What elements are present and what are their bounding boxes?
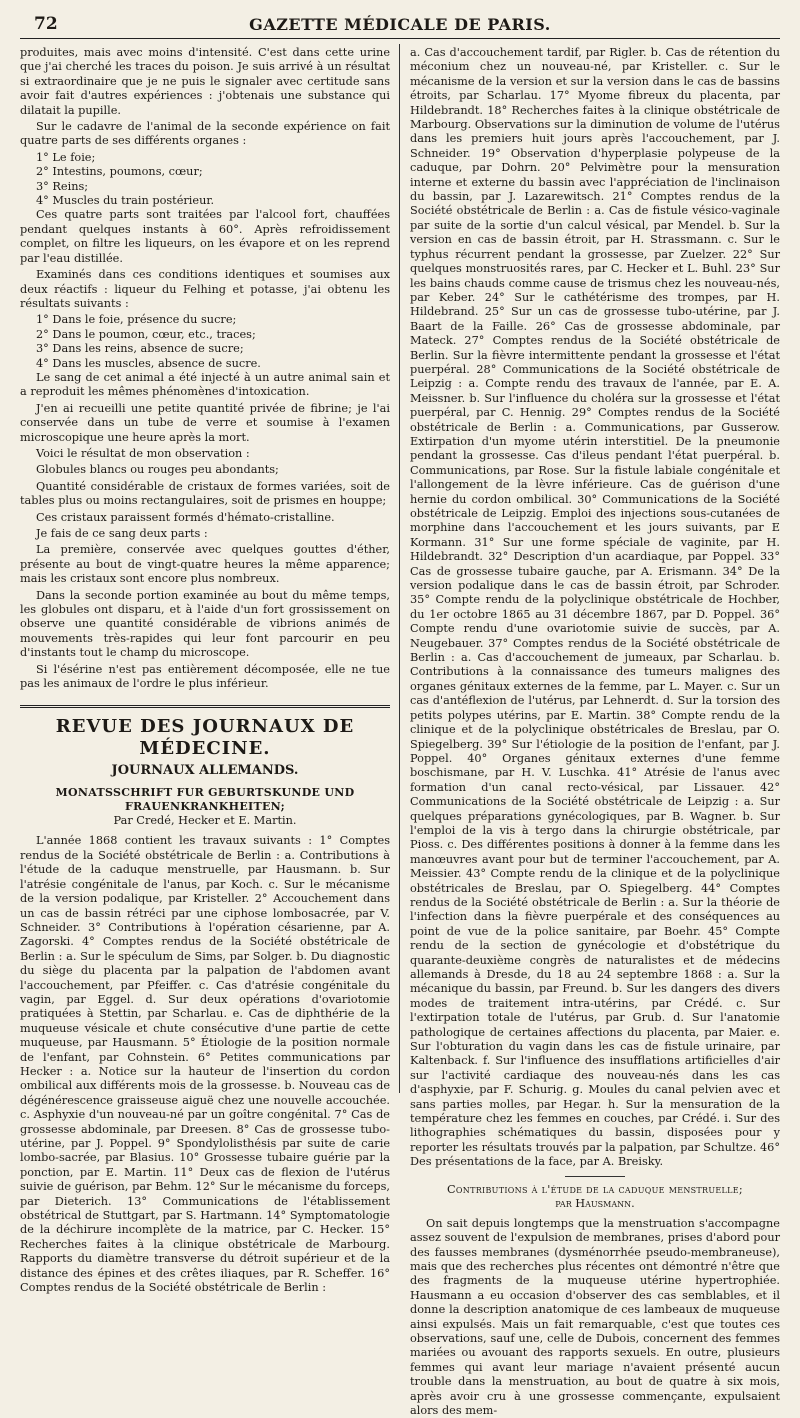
list-item: 2° Intestins, poumons, cœur; [36,165,203,179]
list-item: 1° Dans le foie, présence du sucre; [36,313,237,327]
paragraph: produites, mais avec moins d'intensité. C'est dans cette urine que j'ai cherché les traces du poison. Je suis arrivé à un résultat si extraordinaire que je ne puis le signaler avec certitude sans avoir fait d'autres expériences : j'obtenais une substance qui dilatait la pupille. [20,46,390,117]
list-item: 4° Muscles du train postérieur. [36,194,215,208]
list-item: 2° Dans le poumon, cœur, etc., traces; [36,327,256,341]
list-item: 1° Le foie; [36,150,96,164]
paragraph: J'en ai recueilli une petite quantité privée de fibrine; je l'ai conservée dans un tube de verre et soumise à l'examen microscopique une heure après la mort. [20,401,390,444]
list-item: Quantité considérable de cristaux de formes variées, soit de tables plus ou moins rectangulaires, soit de prismes en houppe; [20,479,390,508]
paragraph: Ces quatre parts sont traitées par l'alcool fort, chauffées pendant quelques instants à 60°. Après refroidissement complet, on filtre les liqueurs, on les évapore et on les reprend par l'eau distillée. [20,208,390,265]
section-title: REVUE DES JOURNAUX DE MÉDECINE. [55,716,355,760]
list-item: Ces cristaux paraissent formés d'hémato-cristalline. [36,510,335,524]
article-authors: Par Credé, Hecker et E. Martin. [113,814,297,828]
paragraph: On sait depuis longtemps que la menstruation s'accompagne assez souvent de l'expulsion de membranes, prises d'abord pour des fausses membranes (dysménorrhée pseudo-membraneuse), mais que des recherches plus récentes ont démontré n'être que des fragments de la muqueuse utérine hypertrophiée. Hausmann a eu occasion d'observer des cas semblables, et il donne la description anatomique de ces lambeaux de muqueuse ainsi expulsés. Mais un fait remarquable, c'est que toutes ces observations, sauf une, celle de Dubois, concernent des femmes mariées ou avouant des rapports sexuels. En outre, plusieurs femmes qui avant leur mariage n'avaient présenté aucun trouble dans la menstruation, au bout de quatre à six mois, après avoir cru à une grossesse commençante, expulsaient alors des mem- [410,1216,780,1417]
article-title: MONATSSCHRIFT FUR GEBURTSKUNDE UND FRAUENKRANKHEITEN; [55,786,355,814]
article-author: par Hausmann. [555,1196,635,1210]
list-item: 3° Reins; [36,179,89,193]
page-number: 72 [34,14,58,34]
paragraph: L'année 1868 contient les travaux suivants : 1° Comptes rendus de la Société obstétricale de Berlin : a. Contributions à l'étude de la caduque menstruelle, par Hausmann. b. Sur l'atrésie congénitale de l'anus, par Koch. c. Sur le mécanisme de la version podalique, par Kristeller. 2° Accouchement dans un cas de bassin rétréci par une ciphose lombosacrée, par V. Schneider. 3° Contributions à l'opération césarienne, par A. Zagorski. 4° Comptes rendus de la Société obstétricale de Berlin : a. Sur le spéculum de Sims, par Solger. b. Du diagnostic du siège du placenta par la palpation de l'abdomen avant l'accouchement, par Pfeiffer. c. Cas d'atrésie congénitale du vagin, par Eggel. d. Sur deux opérations d'ovariotomie pratiquées à Stettin, par Scharlau. e. Cas de diphthérie de la muqueuse vésicale et chute consécutive d'une partie de cette muqueuse, par Hausmann. 5° Étiologie de la position normale de l'enfant, par Cohnstein. 6° Petites communications par Hecker : a. Notice sur la hauteur de l'insertion du cordon ombilical aux différents mois de la grossesse. b. Nouveau cas de dégénérescence graisseuse aiguë chez une nouvelle accouchée. c. Asphyxie d'un nouveau-né par un goître congénital. 7° Cas de grossesse abdominale, par Dreesen. 8° Cas de grossesse tubo-utérine, par J. Poppel. 9° Spondylolisthésis par suite de carie lombo-sacrée, par Blasius. 10° Grossesse tubaire guérie par la ponction, par E. Martin. 11° Deux cas de flexion de l'utérus suivie de guérison, par Behm. 12° Sur le mécanisme du forceps, par Dieterich. 13° Communications de l'établissement obstétrical de Stuttgart, par S. Hartmann. 14° Symptomatologie de la déchirure incomplète de la matrice, par C. Hecker. 15° Recherches faites à la clinique obstétricale de Marbourg. Rapports du diamètre transverse du détroit supérieur et de la distance des épines et des crêtes iliaques, par R. Scheffer. 16° Comptes rendus de la Société obstétricale de Berlin : [20,834,390,1295]
article-title: Contributions à l'étude de la caduque menstruelle; [446,1182,744,1196]
running-title: GAZETTE MÉDICALE DE PARIS. [249,15,551,34]
paragraph: Sur le cadavre de l'animal de la seconde expérience on fait quatre parts de ses différents organes : [20,120,390,148]
paragraph: Je fais de ce sang deux parts : [36,527,208,540]
paragraph: a. Cas d'accouchement tardif, par Rigler. b. Cas de rétention du méconium chez un nouveau-né, par Kristeller. c. Sur le mécanisme de la version et sur la version dans le cas de bassins étroits, par Scharlau. 17° Myome fibreux du placenta, par Hildebrandt. 18° Recherches faites à la clinique obstétricale de Marbourg. Observations sur la diminution de volume de l'utérus dans les premiers huit jours après l'accouchement, par J. Schneider. 19° Observation d'hyperplasie polypeuse de la caduque, par Dohrn. 20° Pelvimètre pour la mensuration interne et externe du bassin avec l'appréciation de l'inclinaison du bassin, par J. Lazarewitsch. 21° Comptes rendus de la Société obstétricale de Berlin : a. Cas de fistule vésico-vaginale par suite de la sortie d'un calcul vésical, par Mendel. b. Sur la version en cas de bassin étroit, par H. Strassmann. c. Sur le typhus récurrent pendant la grossesse, par Zuelzer. 22° Sur quelques monstruosités rares, par C. Hecker et L. Buhl. 23° Sur les bains chauds comme cause de trismus chez les nouveau-nés, par Keber. 24° Sur le cathétérisme des trompes, par H. Hildebrand. 25° Sur un cas de grossesse tubo-utérine, par J. Baart de la Faille. 26° Cas de grossesse abdominale, par Mateck. 27° Comptes rendus de la Société obstétricale de Berlin. Sur la fièvre intermittente pendant la grossesse et l'état puerpéral. 28° Communications de la Société obstétricale de Leipzig : a. Compte rendu des travaux de l'année, par E. A. Meissner. b. Sur l'influence du choléra sur la grossesse et l'état puerpéral, par C. Hennig. 29° Comptes rendus de la Société obstétricale de Berlin : a. Communications, par Gusserow. Extirpation d'un myome utérin interstitiel. De la pneumonie pendant la grossesse. Cas d'ileus pendant l'état puerpéral. b. Communications, par Rose. Sur la fistule labiale congénitale et l'allongement de la lèvre inférieure. Cas de guérison d'une hernie du cordon ombilical. 30° Communications de la Société obstétricale de Leipzig. Emploi des injections sous-cutanées de morphine dans l'accouchement et les jours suivants, par E Kormann. 31° Sur une forme spéciale de vaginite, par H. Hildebrandt. 32° Description d'un acardiaque, par Poppel. 33° Cas de grossesse tubaire gauche, par A. Erismann. 34° De la version podalique dans le cas de bassin étroit, par Schroder. 35° Compte rendu de la polyclinique obstétricale de Hochber, du 1er octobre 1865 au 31 décembre 1867, par D. Poppel. 36° Compte rendu d'une ovariotomie suivie de succès, par A. Neugebauer. 37° Comptes rendus de la Société obstétricale de Berlin : a. Cas d'accouchement de jumeaux, par Scharlau. b. Contributions à la connaissance des tumeurs malignes des organes génitaux externes de la femme, par L. Mayer. c. Sur un cas d'antéflexion de l'utérus, par Lehnerdt. d. Sur la torsion des petits polypes utérins, par E. Martin. 38° Compte rendu de la clinique et de la polyclinique obstétricales de Breslau, par O. Spiegelberg. 39° Sur l'étiologie de la position de l'enfant, par J. Poppel. 40° Organes génitaux externes d'une femme boschismane, par H. V. Luschka. 41° Atrésie de l'anus avec formation d'un canal recto-vésical, par Lissauer. 42° Communications de la Société obstétricale de Leipzig : a. Sur quelques préparations gynécologiques, par B. Wagner. b. Sur l'emploi de la vis à tergo dans la chirurgie obstétricale, par Pioss. c. Des différentes positions à donner à la femme dans les manœuvres avant pour but de terminer l'accouchement, par A. Meissier. 43° Compte rendu de la clinique et de la polyclinique obstétricales de Breslau, par O. Spiegelberg. 44° Comptes rendus de la Société obstétricale de Berlin : a. Sur la théorie de l'infection dans la fièvre puerpérale et des conséquences au point de vue de la police sanitaire, par Boehr. 45° Compte rendu de la section de gynécologie et d'obstétrique du quarante-deuxième congrès de naturalistes et de médecins allemands à Dresde, du 18 au 24 septembre 1868 : a. Sur la mécanique du bassin, par Freund. b. Sur les dangers des divers modes de traitement intra-utérins, par Crédé. c. Sur l'extirpation totale de l'utérus, par Grub. d. Sur l'anatomie pathologique de certaines affections du placenta, par Maier. e. Sur l'obturation du vagin dans les cas de fistule urinaire, par Kaltenback. f. Sur l'influence des insufflations artificielles d'air sur l'activité cardiaque des nouveau-nés dans les cas d'asphyxie, par F. Schurig. g. Moules du canal pelvien avec et sans parties molles, par Hegar. h. Sur la mensuration de la température chez les femmes en couches, par Crédé. i. Sur des lithographies schématiques du bassin, disposées pour y reporter les résultats trouvés par la palpation, par Schultze. 46° Des présentations de la face, par A. Breisky. [410,46,780,1169]
paragraph: Examinés dans ces conditions identiques et soumises aux deux réactifs : liqueur du Felhing et potasse, j'ai obtenu les résultats suivants : [20,268,390,310]
page-header [20,14,780,39]
list-item: 4° Dans les muscles, absence de sucre. [36,356,261,370]
paragraph: Si l'ésérine n'est pas entièrement décomposée, elle ne tue pas les animaux de l'ordre le plus inférieur. [20,662,390,691]
paragraph: Dans la seconde portion examinée au bout du même temps, les globules ont disparu, et à l'aide d'un fort grossissement on observe une quantité considérable de vibrions animés de mouvements très-rapides qui leur font parcourir en peu d'instants tout le champ du microscope. [20,588,390,660]
paragraph: Le sang de cet animal a été injecté à un autre animal sain et a reproduit les mêmes phénomènes d'intoxication. [20,370,390,399]
right-column [410,46,780,1417]
section-subtitle: JOURNAUX ALLEMANDS. [111,763,299,779]
column-rule [399,44,400,1093]
list-item: 3° Dans les reins, absence de sucre; [36,342,244,356]
paragraph: Voici le résultat de mon observation : [36,446,250,460]
left-column [20,46,390,1295]
paragraph: La première, conservée avec quelques gouttes d'éther, présente au bout de vingt-quatre heures la même apparence; mais les cristaux sont encore plus nombreux. [20,543,390,586]
section-divider [20,705,390,708]
separator-rule [565,1176,625,1177]
list-item: Globules blancs ou rouges peu abondants; [36,463,279,477]
